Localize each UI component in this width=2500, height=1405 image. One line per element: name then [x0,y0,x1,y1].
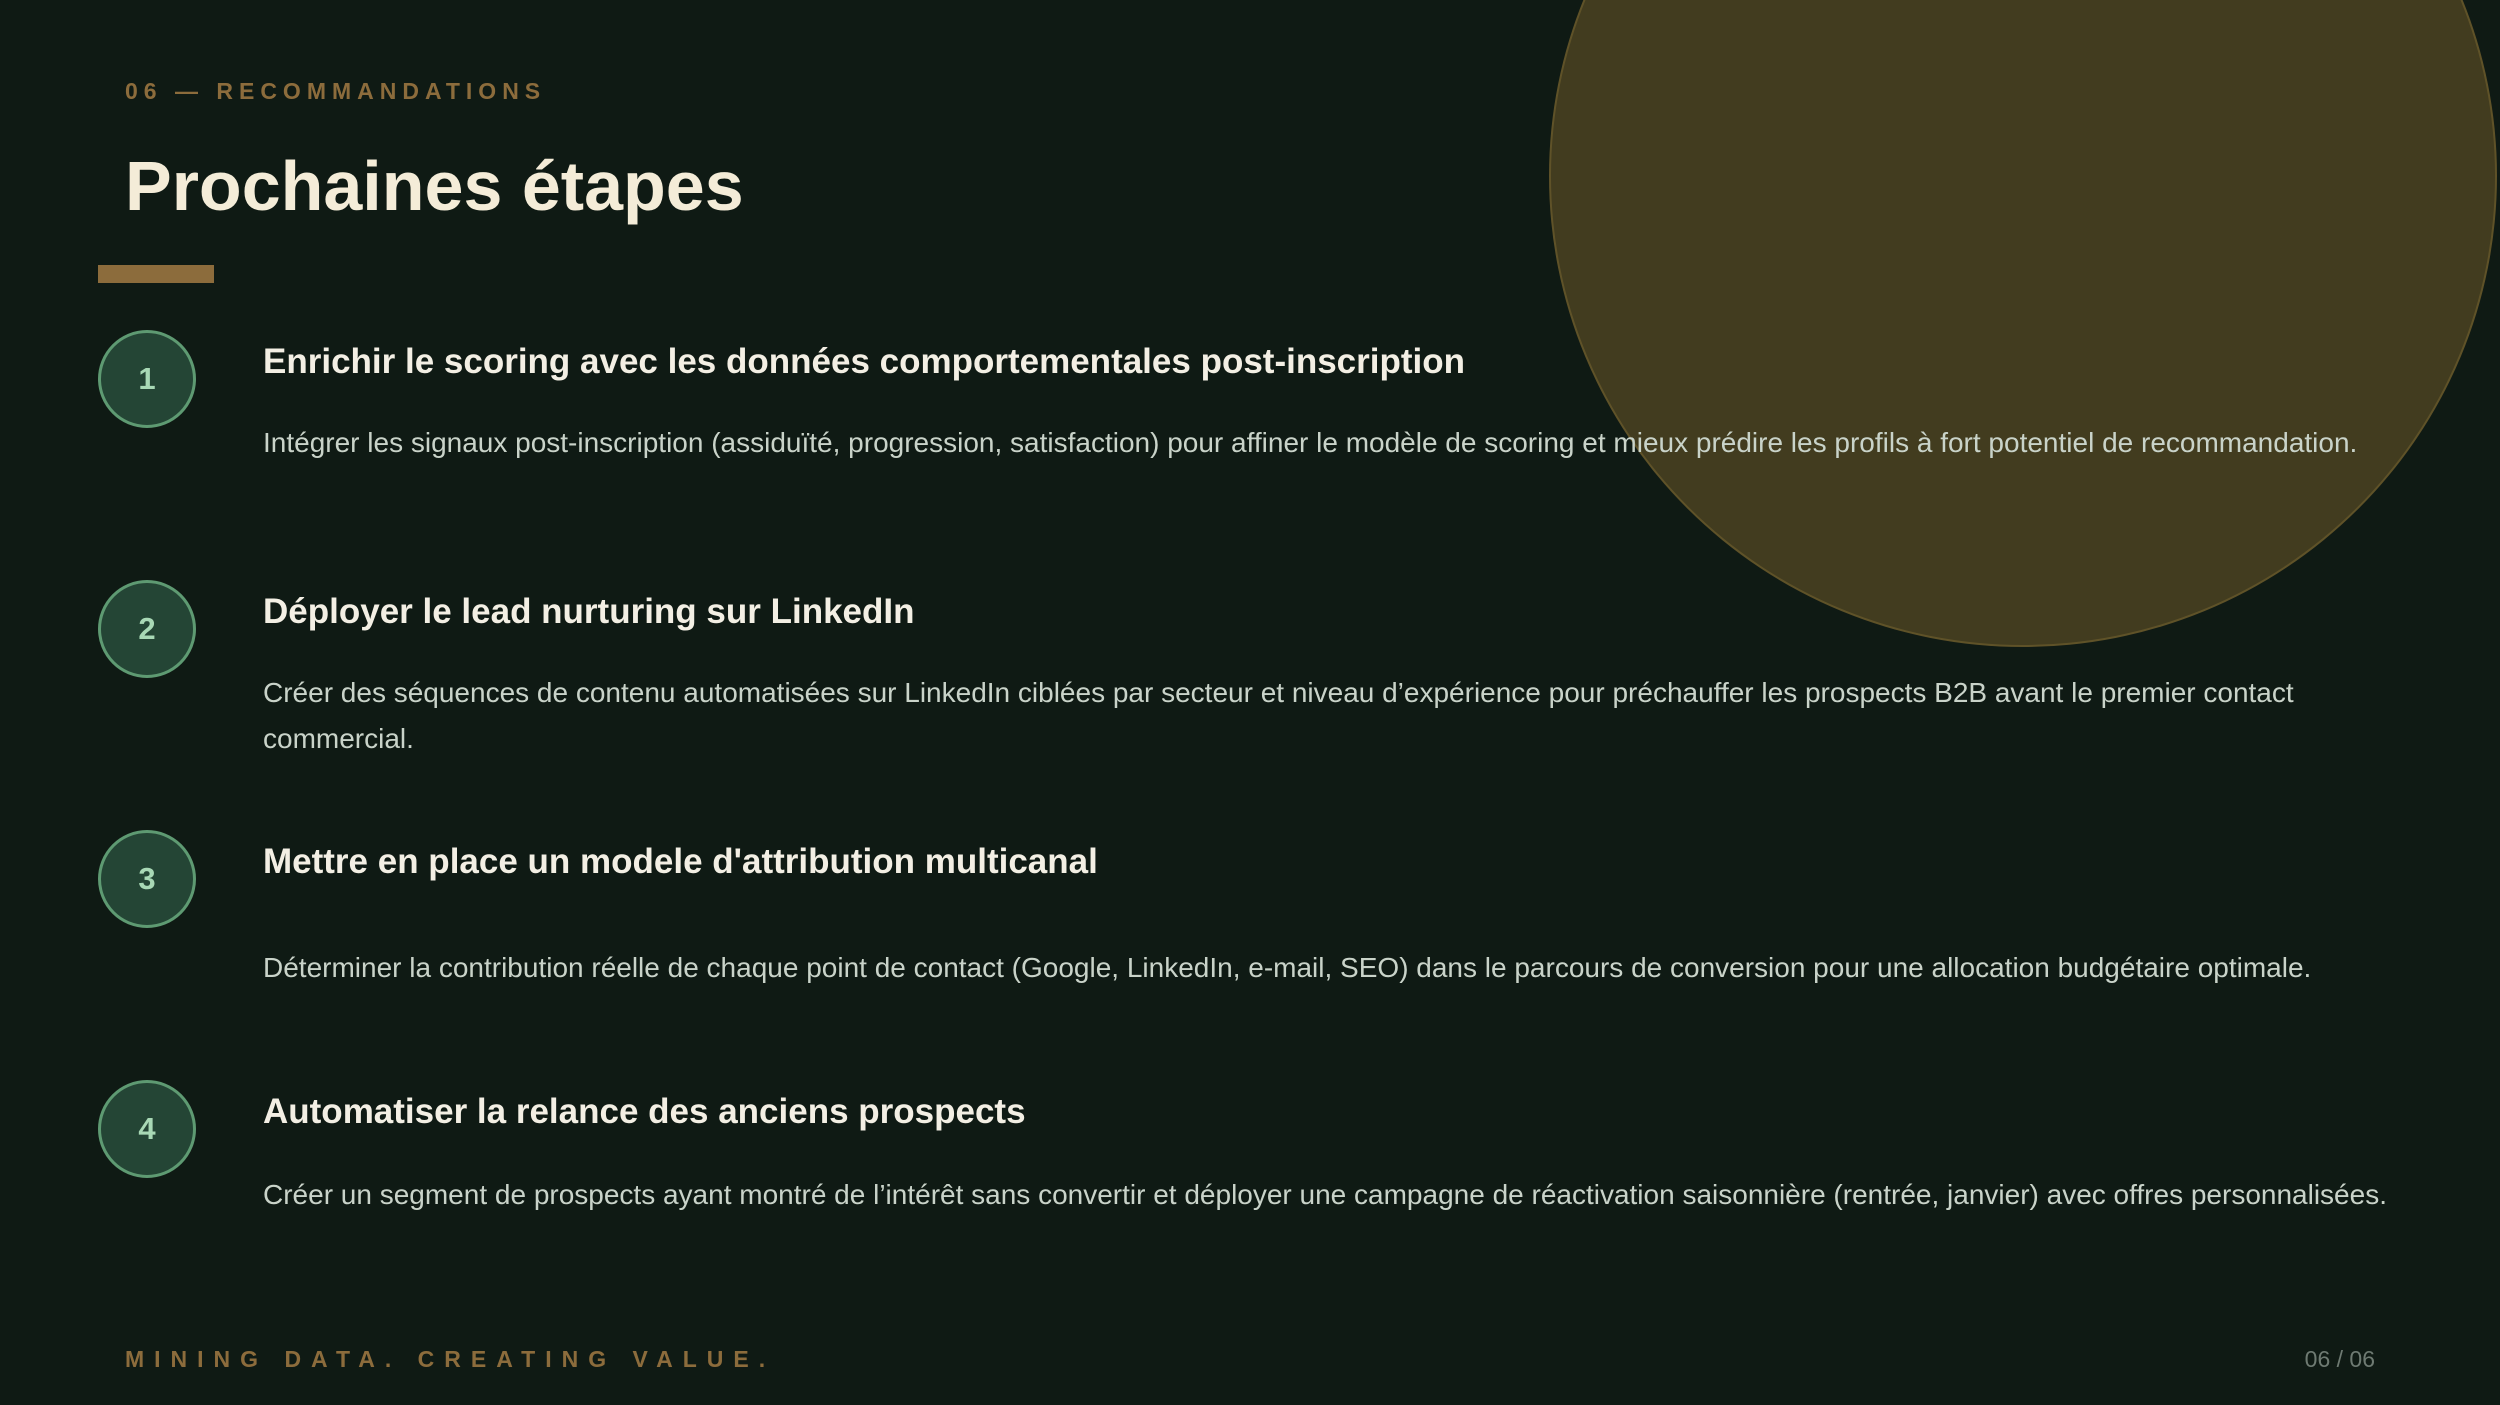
step-number-badge: 1 [98,330,196,428]
step-description: Intégrer les signaux post-inscription (assiduïté, progression, satisfaction) pour affiner le modèle de scoring et mieux prédire les profils à fort potentiel de recommandation. [263,427,2358,458]
step-description: Créer des séquences de contenu automatisées sur LinkedIn ciblées par secteur et niveau d’expérience pour préchauffer les prospects B2B avant le premier contact commercial. [263,677,2294,754]
footer-tagline: MINING DATA. CREATING VALUE. [125,1346,776,1372]
step-number-badge: 3 [98,830,196,928]
page-title: Prochaines étapes [125,147,744,225]
step-number-badge: 2 [98,580,196,678]
decorative-circle [1549,0,2497,647]
page-number: 06 / 06 [2304,1346,2375,1372]
section-eyebrow: 06 — RECOMMANDATIONS [125,78,547,104]
step-title: Déployer le lead nurturing sur LinkedIn [263,592,915,631]
step-title: Enrichir le scoring avec les données comportementales post-inscription [263,342,1465,381]
step-title: Mettre en place un modele d'attribution multicanal [263,842,1098,881]
step-number-badge: 4 [98,1080,196,1178]
step-description: Créer un segment de prospects ayant montré de l’intérêt sans convertir et déployer une campagne de réactivation saisonnière (rentrée, janvier) avec offres personnalisées. [263,1179,2387,1210]
step-description: Déterminer la contribution réelle de chaque point de contact (Google, LinkedIn, e-mail, SEO) dans le parcours de conversion pour une allocation budgétaire optimale. [263,952,2312,983]
title-accent-bar [98,265,214,283]
step-title: Automatiser la relance des anciens prospects [263,1092,1026,1131]
